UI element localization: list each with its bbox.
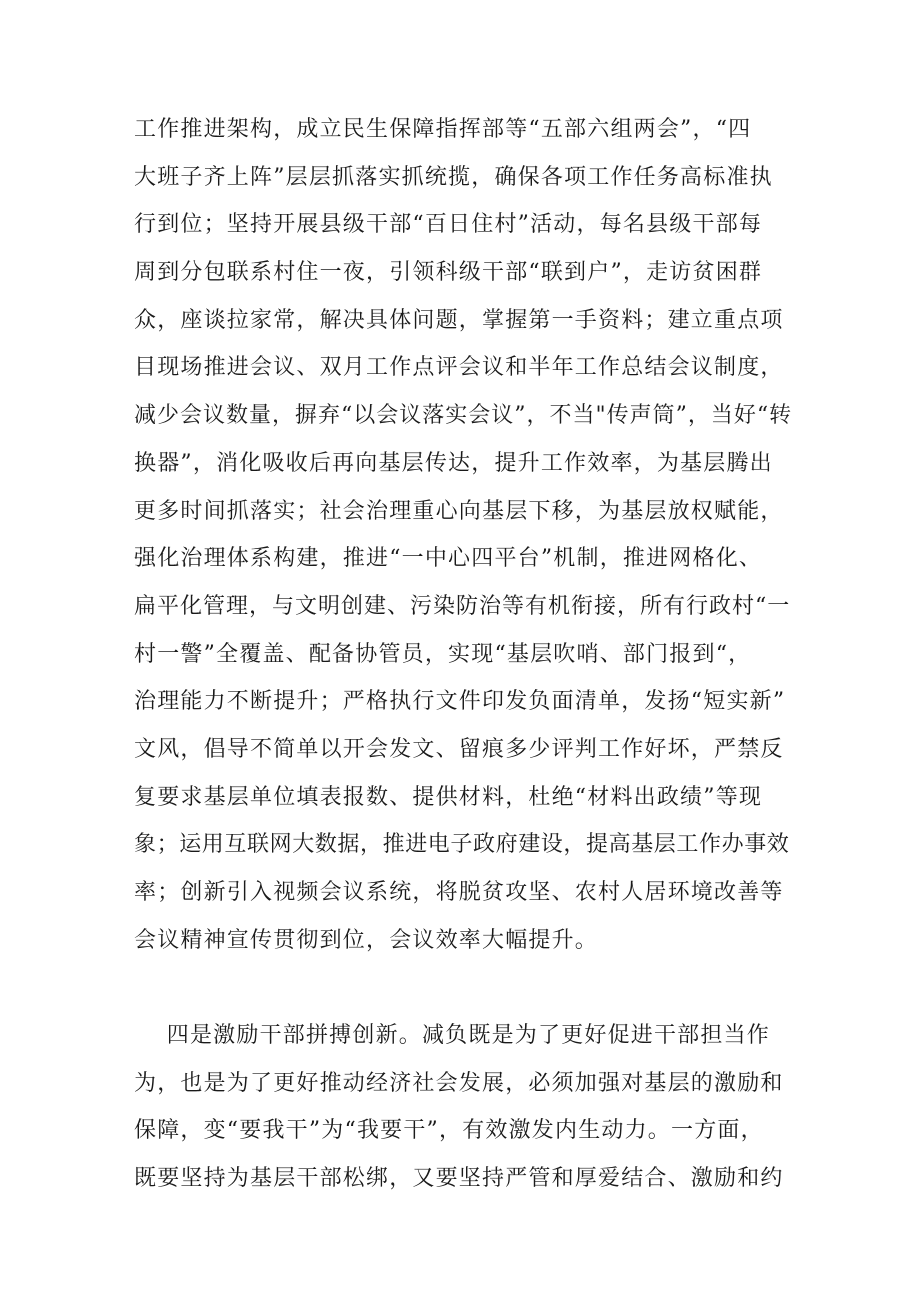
text-line: 率；创新引入视频会议系统，将脱贫攻坚、农村人居环境改善等	[134, 880, 784, 905]
text-line: 文风，倡导不简单以开会发文、留痕多少评判工作好坏，严禁反	[134, 736, 784, 762]
text-line: 象；运用互联网大数据，推进电子政府建设，提高基层工作办事效	[134, 832, 790, 858]
text-line: 为，也是为了更好推动经济社会发展，必须加强对基层的激励和	[134, 1070, 784, 1096]
text-line: 既要坚持为基层干部松绑，又要坚持严管和厚爱结合、激励和约	[134, 1166, 784, 1192]
text-line: 行到位；坚持开展县级干部“百日住村”活动，每名县级干部每	[134, 212, 763, 238]
text-line: 村一警”全覆盖、配备协管员，实现“基层吹哨、部门报到“，	[134, 641, 752, 667]
text-line: 四是激励干部拼搏创新。减负既是为了更好促进干部担当作	[134, 1023, 770, 1048]
text-line: 保障，变“要我干”为“我要干”，有效激发内生动力。一方面，	[134, 1118, 764, 1144]
paragraph-1	[134, 106, 794, 964]
text-line: 目现场推进会议、双月工作点评会议和半年工作总结会议制度，	[134, 355, 784, 381]
text-line: 众，座谈拉家常，解决具体问题，掌握第一手资料；建立重点项	[134, 307, 784, 333]
text-line: 减少会议数量，摒弃“以会议落实会议”，不当"传声筒”，当好“转	[134, 403, 793, 429]
text-line: 强化治理体系构建，推进“一中心四平台”机制，推进网格化、	[134, 546, 763, 572]
text-line: 换器”，消化吸收后再向基层传达，提升工作效率，为基层腾出	[134, 450, 773, 476]
text-line: 工作推进架构，成立民生保障指挥部等“五部六组两会”，“四	[134, 117, 752, 142]
text-line: 周到分包联系村住一夜，引领科级干部“联到户”，走访贫困群	[134, 260, 763, 286]
text-line: 扁平化管理，与文明创建、污染防治等有机衔接，所有行政村“一	[134, 593, 791, 619]
text-line: 更多时间抓落实；社会治理重心向基层下移，为基层放权赋能，	[134, 498, 784, 524]
text-line: 治理能力不断提升；严格执行文件印发负面清单，发扬“短实新”	[134, 689, 786, 715]
text-line: 大班子齐上阵”层层抓落实抓统揽，确保各项工作任务高标准执	[134, 164, 773, 190]
text-line: 复要求基层单位填表报数、提供材料，杜绝“材料出政绩”等现	[134, 784, 763, 810]
paragraph-2	[134, 1012, 794, 1203]
text-line: 会议精神宣传贯彻到位，会议效率大幅提升。	[134, 927, 599, 953]
